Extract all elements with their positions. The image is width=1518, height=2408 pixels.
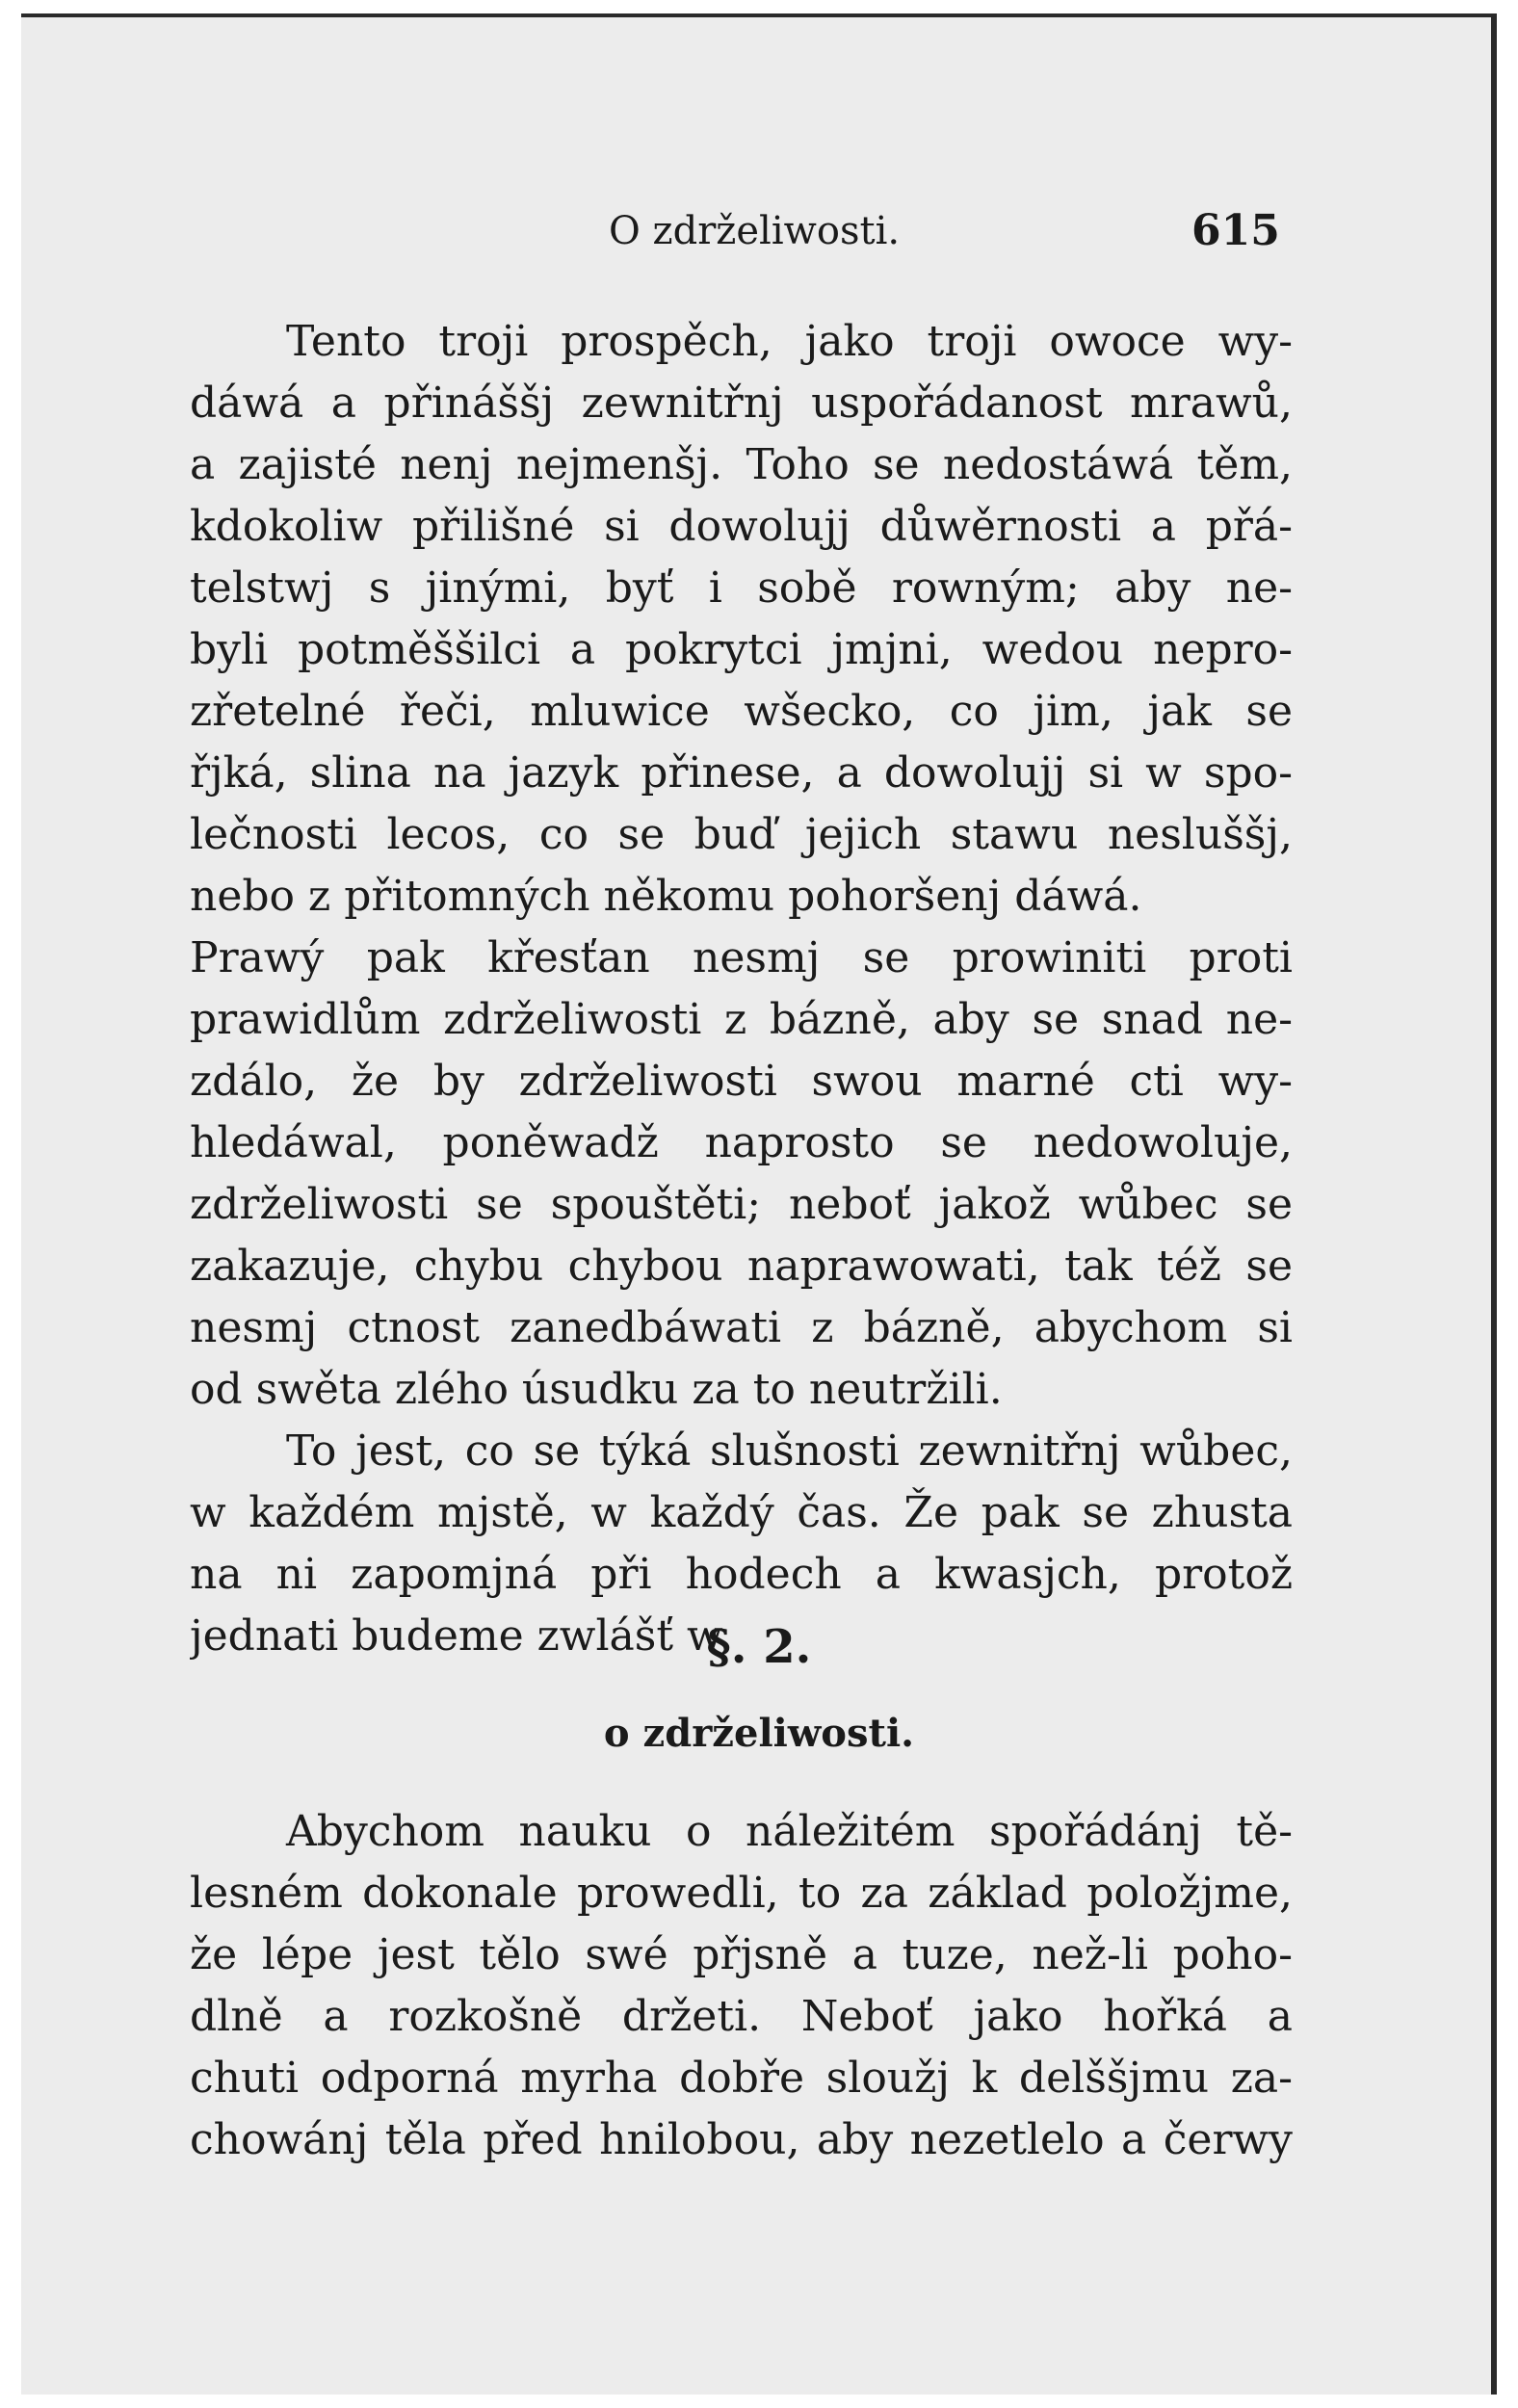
section-title: o zdrželiwosti. — [603, 1711, 915, 1756]
text-line: jednati budeme zwlášť w — [190, 1611, 723, 1661]
text-line: prawidlům zdrželiwosti z bázně, aby se snad ne- — [190, 995, 1293, 1044]
text-line: zřetelné řeči, mluwice wšecko, co jim, jak se — [190, 687, 1293, 736]
text-line: zdrželiwosti se spouštěti; neboť jakož wůbec se — [190, 1180, 1293, 1229]
text-line: od swěta zlého úsudku za to neutržili. — [190, 1365, 1003, 1414]
text-line: chowánj těla před hnilobou, aby nezetlelo a čerwy — [190, 2115, 1293, 2164]
text-line: řjká, slina na jazyk přinese, a dowolujj si w spo- — [190, 748, 1293, 798]
text-line: hledáwal, poněwadž naprosto se nedowoluje, — [190, 1118, 1293, 1167]
text-line: w každém mjstě, w každý čas. Že pak se zhusta — [190, 1488, 1293, 1537]
text-line: telstwj s jinými, byť i sobě rowným; aby ne- — [190, 563, 1293, 613]
text-line: Abychom nauku o náležitém spořádánj tě- — [286, 1807, 1293, 1856]
book-page — [21, 13, 1497, 2395]
text-line: dlně a rozkošně držeti. Neboť jako hořká a — [190, 1992, 1293, 2041]
text-line: dáwá a přináššj zewnitřnj uspořádanost mrawů, — [190, 379, 1293, 428]
running-title: O zdrželiwosti. — [609, 209, 901, 253]
text-line: Prawý pak křesťan nesmj se prowiniti proti — [190, 933, 1293, 982]
text-line: nesmj ctnost zanedbáwati z bázně, abychom si — [190, 1303, 1293, 1352]
text-line: lesném dokonale prowedli, to za základ položjme, — [190, 1869, 1293, 1918]
text-line: zakazuje, chybu chybou naprawowati, tak též se — [190, 1242, 1293, 1291]
section-number: §. 2. — [706, 1620, 812, 1674]
text-line: To jest, co se týká slušnosti zewnitřnj wůbec, — [286, 1426, 1293, 1476]
text-line: na ni zapomjná při hodech a kwasjch, protož — [190, 1550, 1293, 1599]
paragraph-3 — [190, 1801, 1293, 2171]
text-line: Tento troji prospěch, jako troji owoce wy- — [286, 317, 1293, 366]
text-line: a zajisté nenj nejmenšj. Toho se nedostáwá těm, — [190, 440, 1293, 489]
text-line: že lépe jest tělo swé přjsně a tuze, než-li poho- — [190, 1930, 1293, 1979]
running-head — [21, 202, 1497, 260]
text-line: kdokoliw přilišné si dowolujj důwěrnosti a přá- — [190, 502, 1293, 551]
page-number: 615 — [1191, 206, 1280, 255]
text-line: chuti odporná myrha dobře sloužj k delššjmu za- — [190, 2054, 1293, 2103]
text-line: lečnosti lecos, co se buď jejich stawu nesluššj, — [190, 810, 1293, 859]
paragraph-1-and-2 — [190, 311, 1293, 1667]
text-line: zdálo, že by zdrželiwosti swou marné cti wy- — [190, 1057, 1293, 1106]
text-line: nebo z přitomných někomu pohoršenj dáwá. — [190, 872, 1142, 921]
text-line: byli potměššilci a pokrytci jmjni, wedou nepro- — [190, 625, 1293, 674]
